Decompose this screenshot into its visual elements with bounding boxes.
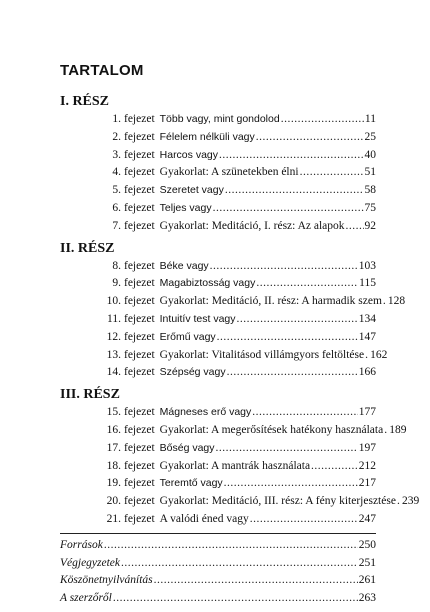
chapter-title: Mágneses erő vagy — [159, 406, 252, 419]
chapter-label: fejezet — [124, 330, 155, 343]
chapter-label: fejezet — [124, 441, 155, 454]
page-number: 115 — [359, 277, 376, 290]
chapter-label: fejezet — [124, 166, 155, 179]
back-matter-entry — [60, 537, 376, 555]
dot-leader — [281, 111, 364, 129]
dot-leader — [121, 555, 358, 573]
dot-leader — [237, 311, 358, 329]
chapter-number: 4. — [112, 166, 121, 179]
part-title: III. RÉSZ — [60, 387, 120, 403]
toc-entry — [60, 475, 376, 493]
toc-entry — [60, 364, 376, 382]
page-number: 247 — [358, 512, 376, 525]
toc-entry — [60, 182, 376, 200]
page-number: 75 — [364, 201, 376, 214]
chapter-title: Intuitív test vagy — [159, 312, 236, 325]
toc-entry — [60, 458, 376, 476]
toc-entry — [60, 164, 376, 182]
chapter-title: Szeretet vagy — [159, 184, 224, 197]
page-number: 11 — [364, 113, 376, 125]
page-number: 25 — [364, 130, 376, 143]
chapter-label: fejezet — [124, 366, 155, 379]
chapter-label: fejezet — [124, 495, 155, 508]
chapter-label: fejezet — [124, 295, 155, 308]
page-number: 212 — [358, 459, 376, 472]
dot-leader — [216, 440, 358, 458]
chapter-number: 8. — [112, 259, 121, 272]
page-number: 58 — [364, 184, 376, 197]
page-number: 239 — [401, 495, 420, 508]
chapter-label: fejezet — [124, 512, 155, 525]
page-number: 263 — [358, 592, 376, 605]
page-number: 128 — [387, 295, 406, 308]
toc-entry — [60, 329, 376, 347]
chapter-title: Harcos vagy — [159, 148, 218, 161]
chapter-title: Teremtő vagy — [159, 477, 223, 490]
dot-leader — [227, 364, 358, 382]
chapter-title: Gyakorlat: Meditáció, II. rész: A harmadik szem — [159, 295, 382, 308]
back-matter-title: Források — [60, 538, 103, 551]
chapter-number: 2. — [112, 130, 121, 143]
chapter-label: fejezet — [124, 113, 155, 125]
chapter-label: fejezet — [124, 148, 155, 161]
chapter-number: 13. — [106, 348, 121, 361]
toc-parts — [60, 93, 420, 529]
page-number: 261 — [358, 574, 376, 587]
page-number: 166 — [358, 366, 376, 379]
page-number: 103 — [358, 259, 376, 272]
dot-leader — [383, 293, 387, 311]
back-matter-title: A szerzőről — [60, 592, 112, 605]
toc-entry — [60, 258, 376, 276]
back-matter — [60, 537, 376, 608]
back-matter-title: Köszönetnyilvánítás — [60, 574, 153, 587]
chapter-number: 12. — [106, 330, 121, 343]
toc-entry — [60, 200, 376, 218]
chapter-title: Több vagy, mint gondolod — [159, 113, 280, 125]
toc-entry — [60, 147, 376, 165]
chapter-title: Szépség vagy — [159, 366, 226, 379]
dot-leader — [217, 329, 358, 347]
chapter-label: fejezet — [124, 259, 155, 272]
page-number: 250 — [358, 538, 376, 551]
chapter-number: 21. — [106, 512, 121, 525]
back-matter-title: Végjegyzetek — [60, 556, 121, 569]
chapter-title: Gyakorlat: A megerősítések hatékony használata — [159, 423, 384, 436]
page-number: 134 — [358, 312, 376, 325]
dot-leader — [256, 275, 358, 293]
page-number: 147 — [358, 330, 376, 343]
chapter-number: 20. — [106, 495, 121, 508]
chapter-number: 6. — [112, 201, 121, 214]
chapter-number: 3. — [112, 148, 121, 161]
chapter-number: 19. — [106, 477, 121, 490]
toc-part — [60, 240, 406, 383]
dot-leader — [154, 572, 358, 590]
dot-leader — [252, 404, 357, 422]
chapter-label: fejezet — [124, 459, 155, 472]
toc-entry — [60, 275, 376, 293]
chapter-number: 11. — [107, 312, 121, 325]
chapter-label: fejezet — [124, 406, 155, 419]
chapter-label: fejezet — [124, 130, 155, 143]
page-number: 40 — [364, 148, 376, 161]
chapter-label: fejezet — [124, 348, 155, 361]
chapter-number: 10. — [106, 295, 121, 308]
chapter-title: A valódi éned vagy — [159, 512, 249, 525]
chapter-number: 14. — [106, 366, 121, 379]
chapter-label: fejezet — [124, 312, 155, 325]
toc-entry — [60, 129, 376, 147]
chapter-title: Magabiztosság vagy — [159, 277, 256, 290]
dot-leader — [346, 218, 364, 236]
dot-leader — [213, 200, 364, 218]
chapter-number: 16. — [106, 423, 121, 436]
back-matter-entry — [60, 555, 376, 573]
chapter-number: 7. — [112, 219, 121, 232]
page-number: 189 — [389, 423, 407, 436]
page-number: 197 — [358, 441, 376, 454]
dot-leader — [384, 422, 388, 440]
chapter-label: fejezet — [124, 219, 155, 232]
chapter-title: Gyakorlat: Vitalitásod villámgyors feltöltése — [159, 348, 365, 361]
chapter-title: Béke vagy — [159, 259, 209, 272]
toc-entry — [60, 311, 376, 329]
chapter-label: fejezet — [124, 477, 155, 490]
table-of-contents — [60, 62, 420, 612]
chapter-title: Bőség vagy — [159, 441, 215, 454]
chapter-number: 17. — [106, 441, 121, 454]
chapter-number: 5. — [112, 184, 121, 197]
dot-leader — [300, 164, 364, 182]
toc-entry — [60, 422, 407, 440]
dot-leader — [256, 129, 364, 147]
toc-title: TARTALOM — [60, 62, 144, 79]
toc-entry — [60, 440, 376, 458]
chapter-title: Gyakorlat: Meditáció, I. rész: Az alapok — [159, 219, 345, 232]
toc-entry — [60, 511, 376, 529]
chapter-label: fejezet — [124, 184, 155, 197]
chapter-number: 15. — [106, 406, 121, 419]
dot-leader — [210, 258, 358, 276]
toc-entry — [60, 293, 406, 311]
back-matter-divider — [60, 533, 376, 534]
dot-leader — [113, 590, 358, 608]
part-title: II. RÉSZ — [60, 240, 115, 256]
dot-leader — [365, 347, 369, 365]
chapter-title: Erőmű vagy — [159, 330, 216, 343]
chapter-title: Teljes vagy — [159, 201, 212, 214]
page-number: 217 — [358, 477, 376, 490]
chapter-label: fejezet — [124, 277, 155, 290]
chapter-title: Gyakorlat: A szünetekben élni — [159, 166, 299, 179]
back-matter-entry — [60, 590, 376, 608]
dot-leader — [250, 511, 358, 529]
page-number: 162 — [370, 348, 388, 361]
chapter-label: fejezet — [124, 201, 155, 214]
page-number: 177 — [358, 406, 376, 419]
chapter-label: fejezet — [124, 423, 155, 436]
toc-entry — [60, 404, 376, 422]
chapter-title: Félelem nélküli vagy — [159, 130, 255, 143]
toc-entry — [60, 218, 376, 236]
chapter-title: Gyakorlat: Meditáció, III. rész: A fény kiterjesztése — [159, 495, 396, 508]
chapter-number: 1. — [112, 113, 121, 125]
back-matter-entry — [60, 572, 376, 590]
dot-leader — [397, 493, 401, 511]
chapter-number: 18. — [106, 459, 121, 472]
dot-leader — [311, 458, 358, 476]
page-number: 51 — [364, 166, 376, 179]
toc-entry — [60, 347, 388, 365]
dot-leader — [224, 475, 358, 493]
chapter-title: Gyakorlat: A mantrák használata — [159, 459, 311, 472]
toc-entry — [60, 111, 376, 129]
page-number: 251 — [358, 556, 376, 569]
page-number: 92 — [364, 219, 376, 232]
toc-part — [60, 93, 376, 236]
dot-leader — [219, 147, 364, 165]
chapter-number: 9. — [112, 277, 121, 290]
dot-leader — [225, 182, 364, 200]
toc-entry — [60, 493, 420, 511]
toc-part — [60, 386, 420, 529]
part-title: I. RÉSZ — [60, 94, 110, 109]
dot-leader — [104, 537, 358, 555]
